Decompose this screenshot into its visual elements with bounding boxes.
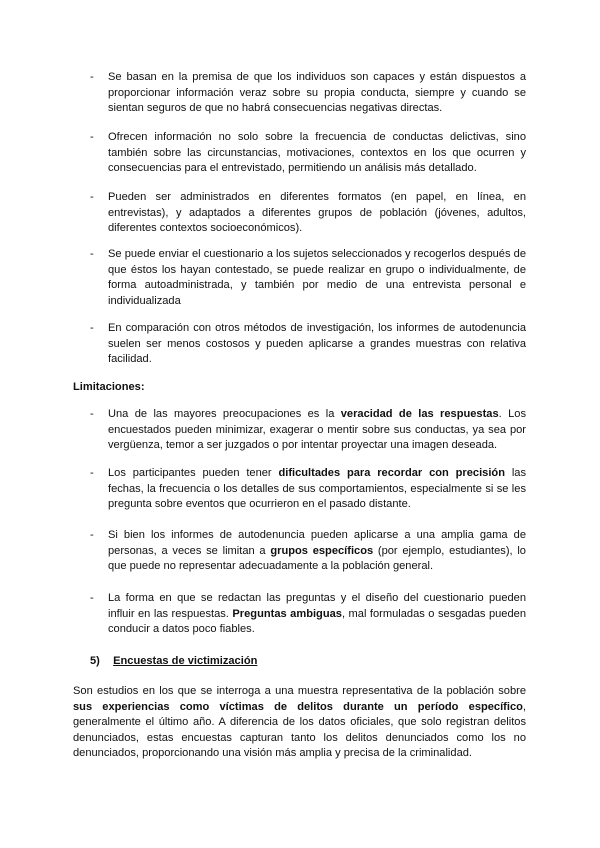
section-title: Encuestas de victimización: [113, 655, 258, 667]
list-item-text: [108, 247, 526, 309]
list-item-text: [108, 591, 526, 638]
emphasis-text: veracidad de las respuestas: [340, 408, 499, 420]
text-run: Una de las mayores preocupaciones es la: [108, 408, 341, 420]
bullet-dash: -: [90, 467, 94, 479]
text-run: , mal formuladas o sesgadas pueden conducir a datos poco fiables.: [108, 607, 526, 635]
emphasis-text: dificultades para recordar con precisión: [278, 467, 505, 479]
bullet-dash: -: [90, 408, 94, 420]
text-run: En comparación con otros métodos de investigación, los informes de autodenuncia suelen ser menos costosos y pueden aplicarse a grandes muestras con relativa facilidad.: [108, 322, 526, 365]
limitations-heading: Limitaciones:: [73, 381, 145, 393]
bullet-dash: -: [90, 71, 94, 83]
text-run: las fechas, la frecuencia o los detalles de sus comportamientos, especialmente si se les pregunta sobre eventos que ocurrieron en el pasado distante.: [108, 467, 527, 510]
text-run: La forma en que se redactan las preguntas y el diseño del cuestionario pueden influir en las respuestas.: [108, 592, 526, 620]
emphasis-text: grupos específicos: [270, 544, 374, 557]
bullet-dash: -: [90, 592, 94, 604]
emphasis-text: Preguntas ambiguas: [232, 607, 342, 620]
text-run: Se puede enviar el cuestionario a los sujetos seleccionados y recogerlos después de que éstos los hayan contestado, se puede realizar en grupo o individualmente, de forma autoadministrada, y también por medio de una entrevista personal e individualizada: [108, 248, 526, 307]
list-item-text: [108, 528, 526, 575]
list-item-text: [108, 407, 526, 454]
bullet-dash: -: [90, 248, 94, 260]
list-item-text: [108, 321, 526, 368]
bullet-dash: -: [90, 191, 94, 203]
bullet-dash: -: [90, 131, 94, 143]
text-run: Si bien los informes de autodenuncia pueden aplicarse a una amplia gama de personas, a veces se limitan a: [108, 529, 526, 557]
list-item-text: [108, 130, 526, 177]
text-run: Pueden ser administrados en diferentes formatos (en papel, en línea, en entrevistas), y adaptados a diferentes grupos de población (jóvenes, adultos, diferentes contextos socioeconómicos).: [108, 191, 526, 234]
closing-paragraph: [73, 684, 526, 762]
bullet-dash: -: [90, 322, 94, 334]
list-item-text: [108, 190, 526, 237]
text-run: Se basan en la premisa de que los individuos son capaces y están dispuestos a proporcionar información veraz sobre su propia conducta, siempre y cuando se sientan seguros de que no habrá consecuencias negativas directas.: [108, 71, 526, 114]
bullet-dash: -: [90, 529, 94, 541]
list-item-text: [108, 466, 526, 513]
section-number: 5): [90, 655, 100, 667]
emphasis-text: sus experiencias como víctimas de delitos durante un período específico: [73, 700, 523, 713]
text-run: Los participantes pueden tener: [108, 467, 279, 479]
list-item-text: [108, 70, 526, 117]
section-heading: [90, 654, 257, 670]
text-run: , generalmente el último año. A diferencia de los datos oficiales, que solo registran delitos denunciados, estas encuestas capturan tanto los delitos denunciados como los no denunciados, proporcionando una visión más amplia y precisa de la criminalidad.: [73, 700, 526, 759]
text-run: Son estudios en los que se interroga a una muestra representativa de la población sobre: [73, 685, 526, 697]
text-run: (por ejemplo, estudiantes), lo que puede no representar adecuadamente a la población general.: [108, 544, 526, 572]
text-run: Ofrecen información no solo sobre la frecuencia de conductas delictivas, sino también sobre las circunstancias, motivaciones, contextos en los que ocurren y consecuencias para el entrevistado, permitiendo un análisis más detallado.: [108, 131, 526, 174]
text-run: . Los encuestados pueden minimizar, exagerar o mentir sobre sus conductas, ya sea por vergüenza, temor a ser juzgados o por intentar proyectar una imagen deseada.: [108, 408, 526, 451]
